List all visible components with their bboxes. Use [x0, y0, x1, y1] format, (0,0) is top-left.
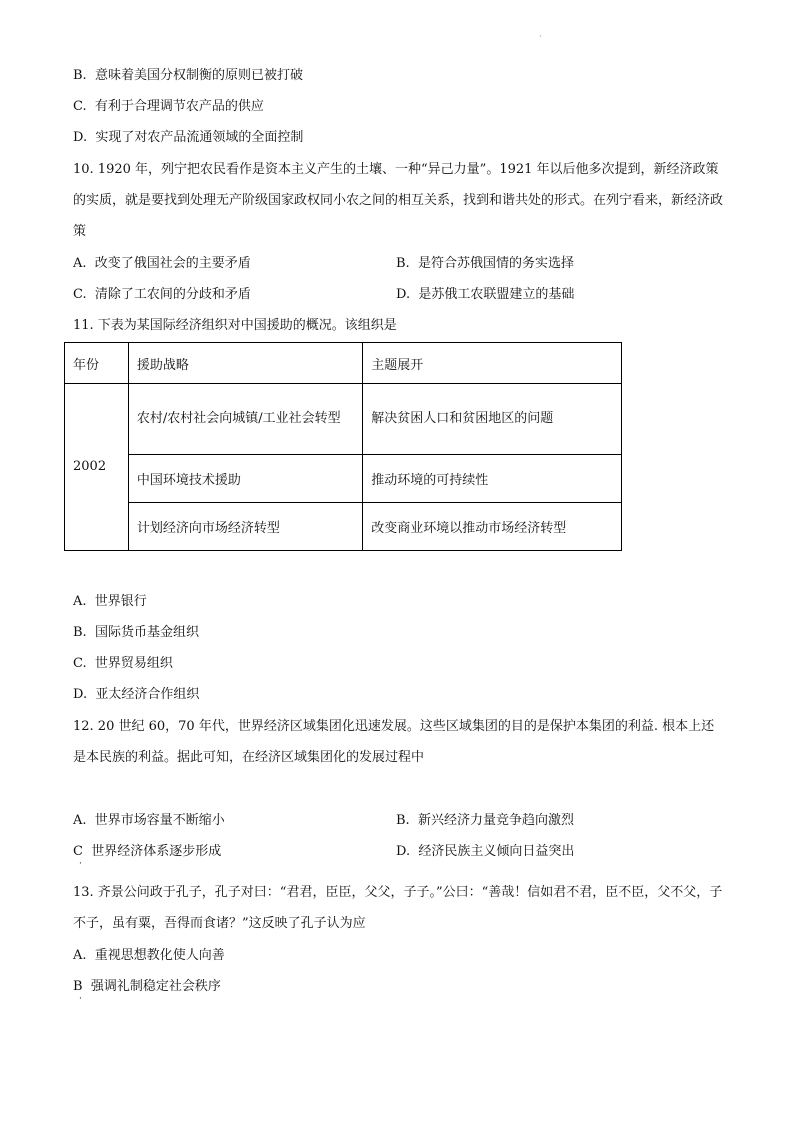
option-label: B. [396, 256, 410, 271]
table-header-row [65, 343, 622, 384]
q13-option-b[interactable] [73, 978, 221, 996]
stray-dot: · [79, 994, 82, 1004]
option-label: D. [396, 844, 411, 859]
option-text: 实现了对农产品流通领域的全面控制 [95, 130, 304, 145]
stray-dot: · [79, 859, 82, 869]
header-year: 年份 [65, 343, 129, 384]
option-text: 世界市场容量不断缩小 [94, 813, 225, 828]
q12-stem: 12. 20 世纪 60，70 年代，世界经济区域集团化迅速发展。这些区域集团的目的是保护本集团的利益. 根本上还是本民族的利益。据此可知，在经济区域集团化的发展过程中 [73, 719, 715, 765]
option-label: C. [73, 656, 87, 671]
table-row [65, 384, 622, 455]
header-theme: 主题展开 [363, 343, 622, 384]
q12-option-b[interactable] [396, 812, 574, 830]
q11-option-b[interactable] [73, 624, 199, 642]
option-label: B. [396, 813, 410, 828]
q12-option-c[interactable] [73, 843, 221, 861]
option-text: 有利于合理调节农产品的供应 [94, 99, 264, 114]
q11-option-d[interactable] [73, 686, 199, 704]
table-row [65, 455, 622, 503]
q13-option-a[interactable] [73, 947, 225, 965]
option-text: 世界经济体系逐步形成 [91, 844, 222, 859]
option-label: B [73, 979, 83, 994]
q12-option-a[interactable] [73, 812, 225, 830]
option-text: 世界银行 [94, 594, 147, 609]
option-label: B. [73, 68, 87, 83]
table-row [65, 503, 622, 551]
option-text: 清除了工农间的分歧和矛盾 [94, 287, 251, 302]
option-label: D. [73, 130, 88, 145]
option-label: A. [73, 813, 87, 828]
option-label: C [73, 844, 83, 859]
option-label: D. [73, 687, 88, 702]
q10-option-a[interactable] [73, 255, 251, 273]
option-text: 重视思想教化使人向善 [94, 948, 225, 963]
q11-option-c[interactable] [73, 655, 173, 673]
option-text: 意味着美国分权制衡的原则已被打破 [94, 68, 303, 83]
year-cell: 2002 [65, 384, 129, 551]
option-label: A. [73, 948, 87, 963]
option-text: 经济民族主义倾向日益突出 [418, 844, 575, 859]
option-text: 改变了俄国社会的主要矛盾 [94, 256, 251, 271]
q9-option-d[interactable] [73, 129, 303, 147]
theme-cell: 推动环境的可持续性 [363, 455, 622, 503]
aid-table [64, 342, 622, 551]
q12-option-d[interactable] [396, 843, 574, 861]
option-text: 是符合苏俄国情的务实选择 [417, 256, 574, 271]
top-mark: · [539, 32, 542, 41]
option-label: C. [73, 287, 87, 302]
q10-option-c[interactable] [73, 286, 251, 304]
option-text: 亚太经济合作组织 [95, 687, 200, 702]
option-text: 国际货币基金组织 [94, 625, 199, 640]
theme-cell: 改变商业环境以推动市场经济转型 [363, 503, 622, 551]
strategy-cell: 计划经济向市场经济转型 [128, 503, 362, 551]
option-label: C. [73, 99, 87, 114]
option-label: A. [73, 594, 87, 609]
header-strategy: 援助战略 [128, 343, 362, 384]
q11-stem: 11. 下表为某国际经济组织对中国援助的概况。该组织是 [73, 318, 397, 333]
q9-option-c[interactable] [73, 98, 264, 116]
option-text: 强调礼制稳定社会秩序 [90, 979, 221, 994]
q10-stem: 10. 1920 年，列宁把农民看作是资本主义产生的土壤、一种“异己力量”。1921 年以后他多次提到，新经济政策的实质，就是要找到处理无产阶级国家政权同小农之间的相互关系，找到和谐共处的形式。在列宁看来，新经济政策 [73, 162, 724, 239]
strategy-cell: 农村/农村社会向城镇/工业社会转型 [128, 384, 362, 455]
option-label: A. [73, 256, 87, 271]
q13-stem: 13. 齐景公问政于孔子，孔子对曰：“君君，臣臣，父父，子子。”公曰：“善哉！信如君不君，臣不臣，父不父，子不子，虽有粟，吾得而食诸？”这反映了孔子认为应 [73, 885, 723, 931]
q11-option-a[interactable] [73, 593, 147, 611]
q10-option-b[interactable] [396, 255, 574, 273]
option-text: 世界贸易组织 [94, 656, 173, 671]
q9-option-b[interactable] [73, 67, 303, 85]
option-label: B. [73, 625, 87, 640]
q10-option-d[interactable] [396, 286, 574, 304]
option-label: D. [396, 287, 411, 302]
option-text: 新兴经济力量竞争趋向激烈 [417, 813, 574, 828]
strategy-cell: 中国环境技术援助 [128, 455, 362, 503]
option-text: 是苏俄工农联盟建立的基础 [418, 287, 575, 302]
theme-cell: 解决贫困人口和贫困地区的问题 [363, 384, 622, 455]
